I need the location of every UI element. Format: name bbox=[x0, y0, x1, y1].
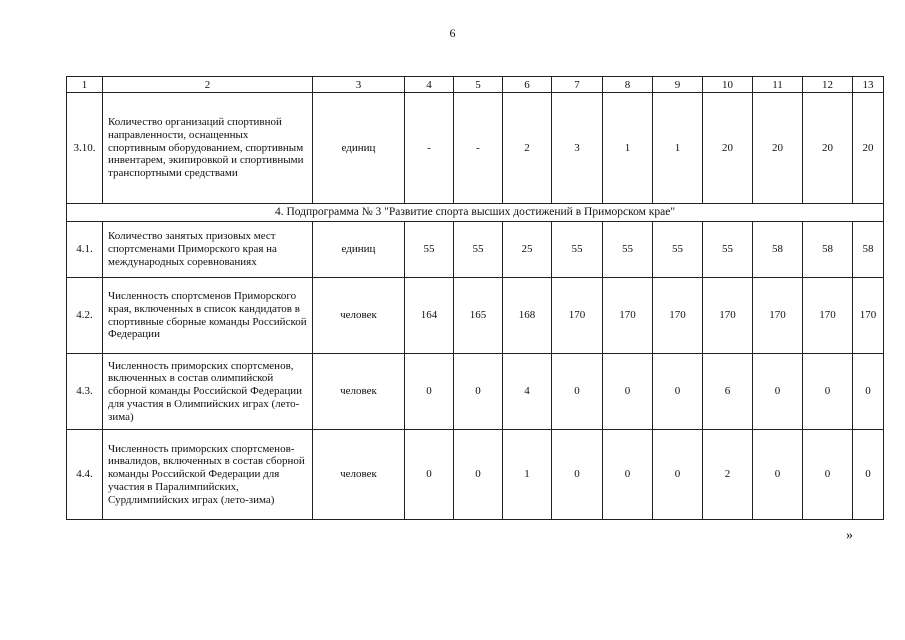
unit-cell: человек bbox=[313, 278, 405, 354]
table-row bbox=[67, 93, 884, 204]
column-number-row bbox=[67, 77, 884, 93]
indicator-name: Количество организаций спортивной направленности, оснащенных спортивным оборудованием, спортивным инвентарем, экипировкой и спортивными транспортными средствами bbox=[103, 93, 313, 204]
indicator-name: Численность приморских спортсменов, включенных в состав олимпийской сборной команды Российской Федерации для участия в Олимпийских играх (лето-зима) bbox=[103, 354, 313, 430]
table-row bbox=[67, 278, 884, 354]
indicator-name: Численность спортсменов Приморского края, включенных в список кандидатов в спортивные сборные команды Российской Федерации bbox=[103, 278, 313, 354]
value-cell: 0 bbox=[552, 354, 603, 430]
value-cell: 55 bbox=[603, 222, 653, 278]
value-cell: 0 bbox=[753, 430, 803, 520]
value-cell: 55 bbox=[653, 222, 703, 278]
value-cell: 0 bbox=[853, 430, 884, 520]
value-cell: 3 bbox=[552, 93, 603, 204]
value-cell: 1 bbox=[603, 93, 653, 204]
page-number: 6 bbox=[449, 26, 456, 40]
value-cell: 0 bbox=[603, 430, 653, 520]
row-number: 4.2. bbox=[67, 278, 103, 354]
value-cell: - bbox=[454, 93, 503, 204]
subprogram-title: 4. Подпрограмма № 3 "Развитие спорта высших достижений в Приморском крае" bbox=[67, 204, 884, 222]
column-header: 5 bbox=[454, 77, 503, 93]
value-cell: 0 bbox=[603, 354, 653, 430]
column-header: 2 bbox=[103, 77, 313, 93]
column-header: 7 bbox=[552, 77, 603, 93]
value-cell: 165 bbox=[454, 278, 503, 354]
closing-quote-mark: » bbox=[846, 528, 853, 543]
value-cell: 2 bbox=[703, 430, 753, 520]
value-cell: 0 bbox=[454, 354, 503, 430]
value-cell: 25 bbox=[503, 222, 552, 278]
value-cell: 0 bbox=[853, 354, 884, 430]
value-cell: 0 bbox=[653, 430, 703, 520]
table-row bbox=[67, 354, 884, 430]
value-cell: 55 bbox=[405, 222, 454, 278]
indicator-name: Численность приморских спортсменов-инвалидов, включенных в состав сборной команды Российской Федерации для участия в Паралимпийских, Сурдлимпийских играх (лето-зима) bbox=[103, 430, 313, 520]
column-header: 10 bbox=[703, 77, 753, 93]
value-cell: 170 bbox=[703, 278, 753, 354]
table-row bbox=[67, 222, 884, 278]
column-header: 13 bbox=[853, 77, 884, 93]
unit-cell: единиц bbox=[313, 222, 405, 278]
row-number: 4.4. bbox=[67, 430, 103, 520]
unit-cell: человек bbox=[313, 430, 405, 520]
value-cell: 170 bbox=[853, 278, 884, 354]
column-header: 12 bbox=[803, 77, 853, 93]
value-cell: 170 bbox=[653, 278, 703, 354]
value-cell: 20 bbox=[853, 93, 884, 204]
value-cell: 58 bbox=[753, 222, 803, 278]
value-cell: 0 bbox=[653, 354, 703, 430]
unit-cell: человек bbox=[313, 354, 405, 430]
value-cell: 164 bbox=[405, 278, 454, 354]
value-cell: 1 bbox=[653, 93, 703, 204]
value-cell: 168 bbox=[503, 278, 552, 354]
value-cell: 58 bbox=[803, 222, 853, 278]
value-cell: 0 bbox=[454, 430, 503, 520]
column-header: 6 bbox=[503, 77, 552, 93]
value-cell: 0 bbox=[552, 430, 603, 520]
column-header: 11 bbox=[753, 77, 803, 93]
column-header: 8 bbox=[603, 77, 653, 93]
value-cell: 1 bbox=[503, 430, 552, 520]
value-cell: 0 bbox=[405, 430, 454, 520]
unit-cell: единиц bbox=[313, 93, 405, 204]
row-number: 4.3. bbox=[67, 354, 103, 430]
value-cell: - bbox=[405, 93, 454, 204]
indicators-table bbox=[66, 76, 884, 520]
value-cell: 20 bbox=[753, 93, 803, 204]
value-cell: 20 bbox=[703, 93, 753, 204]
value-cell: 170 bbox=[753, 278, 803, 354]
value-cell: 170 bbox=[603, 278, 653, 354]
value-cell: 4 bbox=[503, 354, 552, 430]
row-number: 3.10. bbox=[67, 93, 103, 204]
column-header: 4 bbox=[405, 77, 454, 93]
value-cell: 0 bbox=[405, 354, 454, 430]
subprogram-row bbox=[67, 204, 884, 222]
row-number: 4.1. bbox=[67, 222, 103, 278]
value-cell: 58 bbox=[853, 222, 884, 278]
value-cell: 20 bbox=[803, 93, 853, 204]
column-header: 9 bbox=[653, 77, 703, 93]
indicator-name: Количество занятых призовых мест спортсменами Приморского края на международных соревнованиях bbox=[103, 222, 313, 278]
value-cell: 55 bbox=[552, 222, 603, 278]
value-cell: 170 bbox=[552, 278, 603, 354]
value-cell: 0 bbox=[803, 430, 853, 520]
value-cell: 0 bbox=[803, 354, 853, 430]
value-cell: 170 bbox=[803, 278, 853, 354]
column-header: 3 bbox=[313, 77, 405, 93]
value-cell: 6 bbox=[703, 354, 753, 430]
table-row bbox=[67, 430, 884, 520]
value-cell: 55 bbox=[703, 222, 753, 278]
column-header: 1 bbox=[67, 77, 103, 93]
value-cell: 2 bbox=[503, 93, 552, 204]
value-cell: 55 bbox=[454, 222, 503, 278]
value-cell: 0 bbox=[753, 354, 803, 430]
